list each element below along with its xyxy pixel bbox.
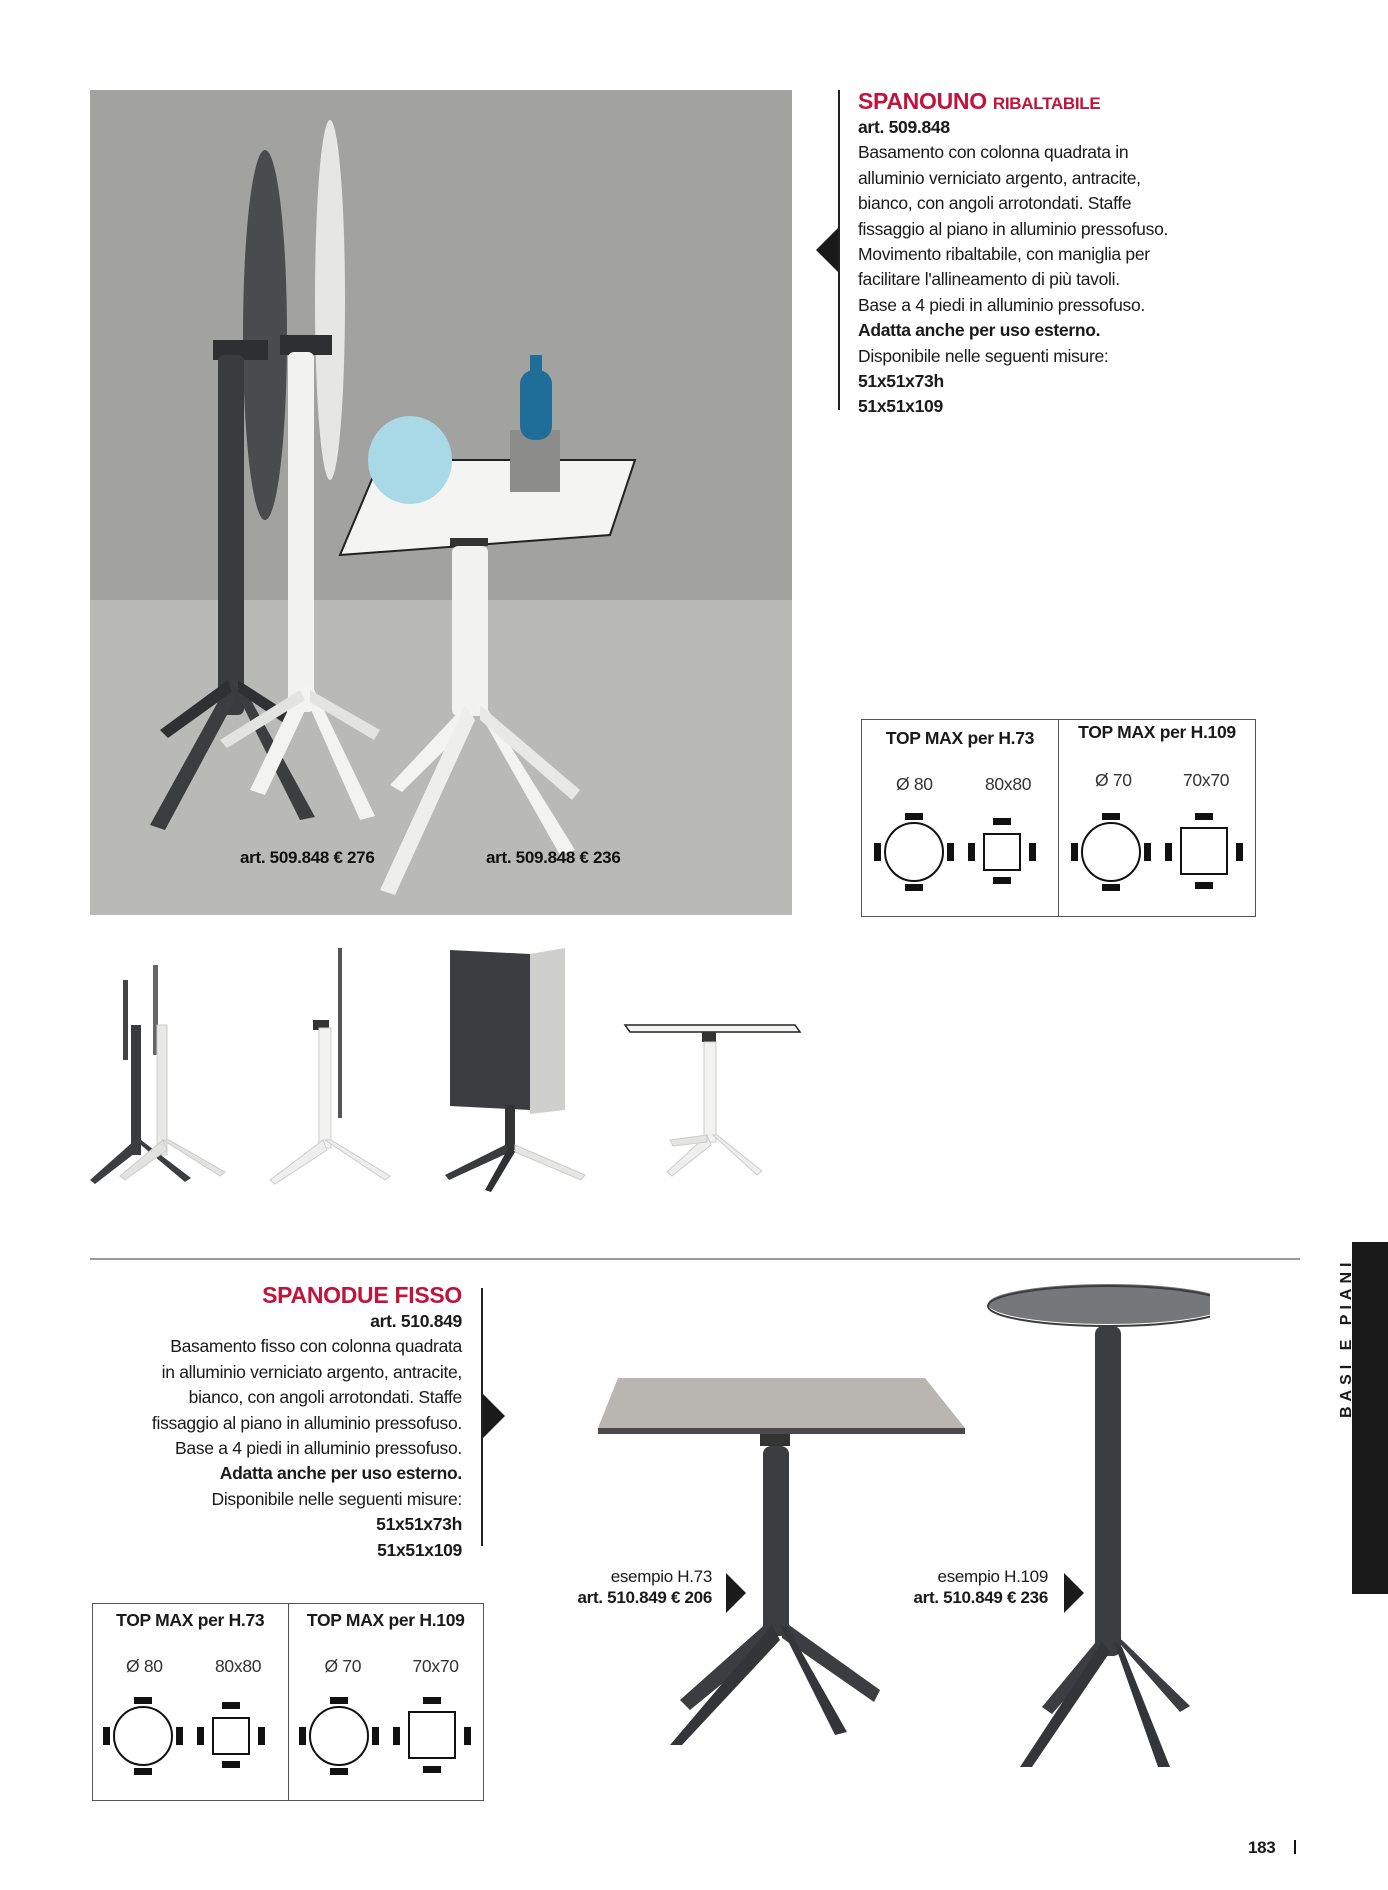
spanouno-thumbnails bbox=[85, 940, 805, 1195]
thumb-open-table bbox=[625, 1025, 800, 1176]
topmax-round-size: Ø 70 bbox=[1095, 770, 1132, 790]
spanodue-text-block bbox=[150, 1282, 462, 1563]
topmax-square-size: 80x80 bbox=[985, 774, 1032, 794]
spanodue-desc-line: fissaggio al piano in alluminio pressofuso. bbox=[151, 1412, 462, 1433]
topmax-square-size: 70x70 bbox=[412, 1656, 459, 1676]
sidebar-label: BASI E PIANI bbox=[1338, 1257, 1355, 1418]
thumb-folded-white bbox=[270, 948, 390, 1184]
topmax-header: TOP MAX per H.73 bbox=[116, 1610, 265, 1630]
spanouno-subtitle: RIBALTABILE bbox=[992, 94, 1101, 113]
topmax-header: TOP MAX per H.109 bbox=[1078, 722, 1236, 742]
spanodue-title: SPANODUE FISSO bbox=[262, 1282, 462, 1308]
topmax-round-size: Ø 70 bbox=[324, 1656, 362, 1676]
spanouno-main-photo bbox=[90, 90, 792, 915]
topmax-round-size: Ø 80 bbox=[126, 1656, 163, 1676]
spanouno-sizes-intro: Disponibile nelle seguenti misure: bbox=[858, 345, 1109, 366]
topmax-header: TOP MAX per H.109 bbox=[306, 1610, 465, 1630]
thumb-folded-squares bbox=[445, 948, 585, 1192]
spanodue-desc-line: Basamento fisso con colonna quadrata bbox=[170, 1336, 462, 1357]
square-seating-icon bbox=[1069, 812, 1249, 892]
spanodue-desc-line: bianco, con angoli arrotondati. Staffe bbox=[188, 1387, 462, 1408]
spanodue-desc bbox=[150, 1334, 462, 1563]
example-73-label: esempio H.73 bbox=[610, 1567, 712, 1586]
caption-left: art. 509.848 € 276 bbox=[240, 848, 375, 867]
example-109-label-block bbox=[880, 1566, 1048, 1608]
spanodue-size: 51x51x109 bbox=[377, 1539, 462, 1560]
spanouno-outdoor: Adatta anche per uso esterno. bbox=[858, 320, 1101, 341]
spanouno-desc-line: bianco, con angoli arrotondati. Staffe bbox=[858, 193, 1132, 214]
spanouno-topmax-table bbox=[861, 719, 1256, 917]
topmax-square-size: 70x70 bbox=[1183, 770, 1230, 790]
spanouno-title-main: SPANOUNO bbox=[858, 88, 987, 114]
spanouno-size: 51x51x73h bbox=[858, 371, 944, 392]
topmax-col-73 bbox=[93, 1604, 288, 1800]
spanodue-art: art. 510.849 bbox=[370, 1311, 462, 1331]
spanouno-photo-illustration bbox=[90, 90, 792, 915]
topmax-square-size: 80x80 bbox=[215, 1656, 262, 1676]
section-separator bbox=[90, 1258, 1300, 1260]
spanouno-desc-line: fissaggio al piano in alluminio pressofuso. bbox=[858, 218, 1169, 239]
example-109-label: esempio H.109 bbox=[937, 1567, 1048, 1586]
spanouno-desc-line: alluminio verniciato argento, antracite, bbox=[858, 167, 1141, 188]
spanouno-art: art. 509.848 bbox=[858, 117, 950, 137]
spanodue-desc-line: Base a 4 piedi in alluminio pressofuso. bbox=[175, 1438, 462, 1459]
topmax-col-73 bbox=[862, 720, 1058, 916]
spanodue-size: 51x51x73h bbox=[376, 1514, 462, 1535]
spanouno-size: 51x51x109 bbox=[858, 396, 943, 417]
topmax-col-109 bbox=[288, 1604, 484, 1800]
thumb-folded-pair bbox=[90, 965, 225, 1184]
topmax-round-size: Ø 80 bbox=[896, 774, 933, 794]
spanodue-h73-illustration bbox=[590, 1370, 970, 1745]
topmax-header: TOP MAX per H.73 bbox=[885, 728, 1035, 748]
example-73-arrow-icon bbox=[726, 1573, 746, 1613]
page-number bbox=[1248, 1838, 1296, 1858]
example-73-price: art. 510.849 € 206 bbox=[577, 1588, 712, 1607]
spanodue-h109-illustration bbox=[980, 1282, 1210, 1767]
round-seating-icon bbox=[101, 1696, 281, 1776]
pointer-left-arrow-icon bbox=[816, 228, 838, 272]
topmax-col-109 bbox=[1058, 720, 1255, 916]
spanouno-desc-line: Movimento ribaltabile, con maniglia per bbox=[858, 244, 1150, 265]
spanouno-divider bbox=[838, 90, 840, 410]
page-number-value: 183 bbox=[1248, 1838, 1276, 1857]
pointer-right-arrow-icon bbox=[483, 1394, 505, 1438]
spanodue-sizes-intro: Disponibile nelle seguenti misure: bbox=[211, 1488, 462, 1509]
spanouno-title bbox=[858, 88, 1198, 115]
spanouno-desc-line: Basamento con colonna quadrata in bbox=[858, 142, 1129, 163]
spanodue-outdoor: Adatta anche per uso esterno. bbox=[219, 1463, 462, 1484]
spanodue-desc-line: in alluminio verniciato argento, antracite, bbox=[161, 1361, 462, 1382]
caption-right: art. 509.848 € 236 bbox=[486, 848, 621, 867]
example-109-price: art. 510.849 € 236 bbox=[913, 1588, 1048, 1607]
page-number-bar bbox=[1294, 1840, 1296, 1854]
spanouno-desc-line: facilitare l'allineamento di più tavoli. bbox=[858, 269, 1120, 290]
section-tab bbox=[1352, 1242, 1388, 1594]
example-109-arrow-icon bbox=[1064, 1573, 1084, 1613]
spanouno-text-block bbox=[858, 88, 1198, 420]
example-73-label-block bbox=[570, 1566, 712, 1608]
square-seating-icon bbox=[297, 1696, 477, 1776]
round-seating-icon bbox=[872, 812, 1052, 892]
spanodue-topmax-table bbox=[92, 1603, 484, 1801]
spanouno-desc bbox=[858, 140, 1198, 419]
spanouno-desc-line: Base a 4 piedi in alluminio pressofuso. bbox=[858, 294, 1145, 315]
